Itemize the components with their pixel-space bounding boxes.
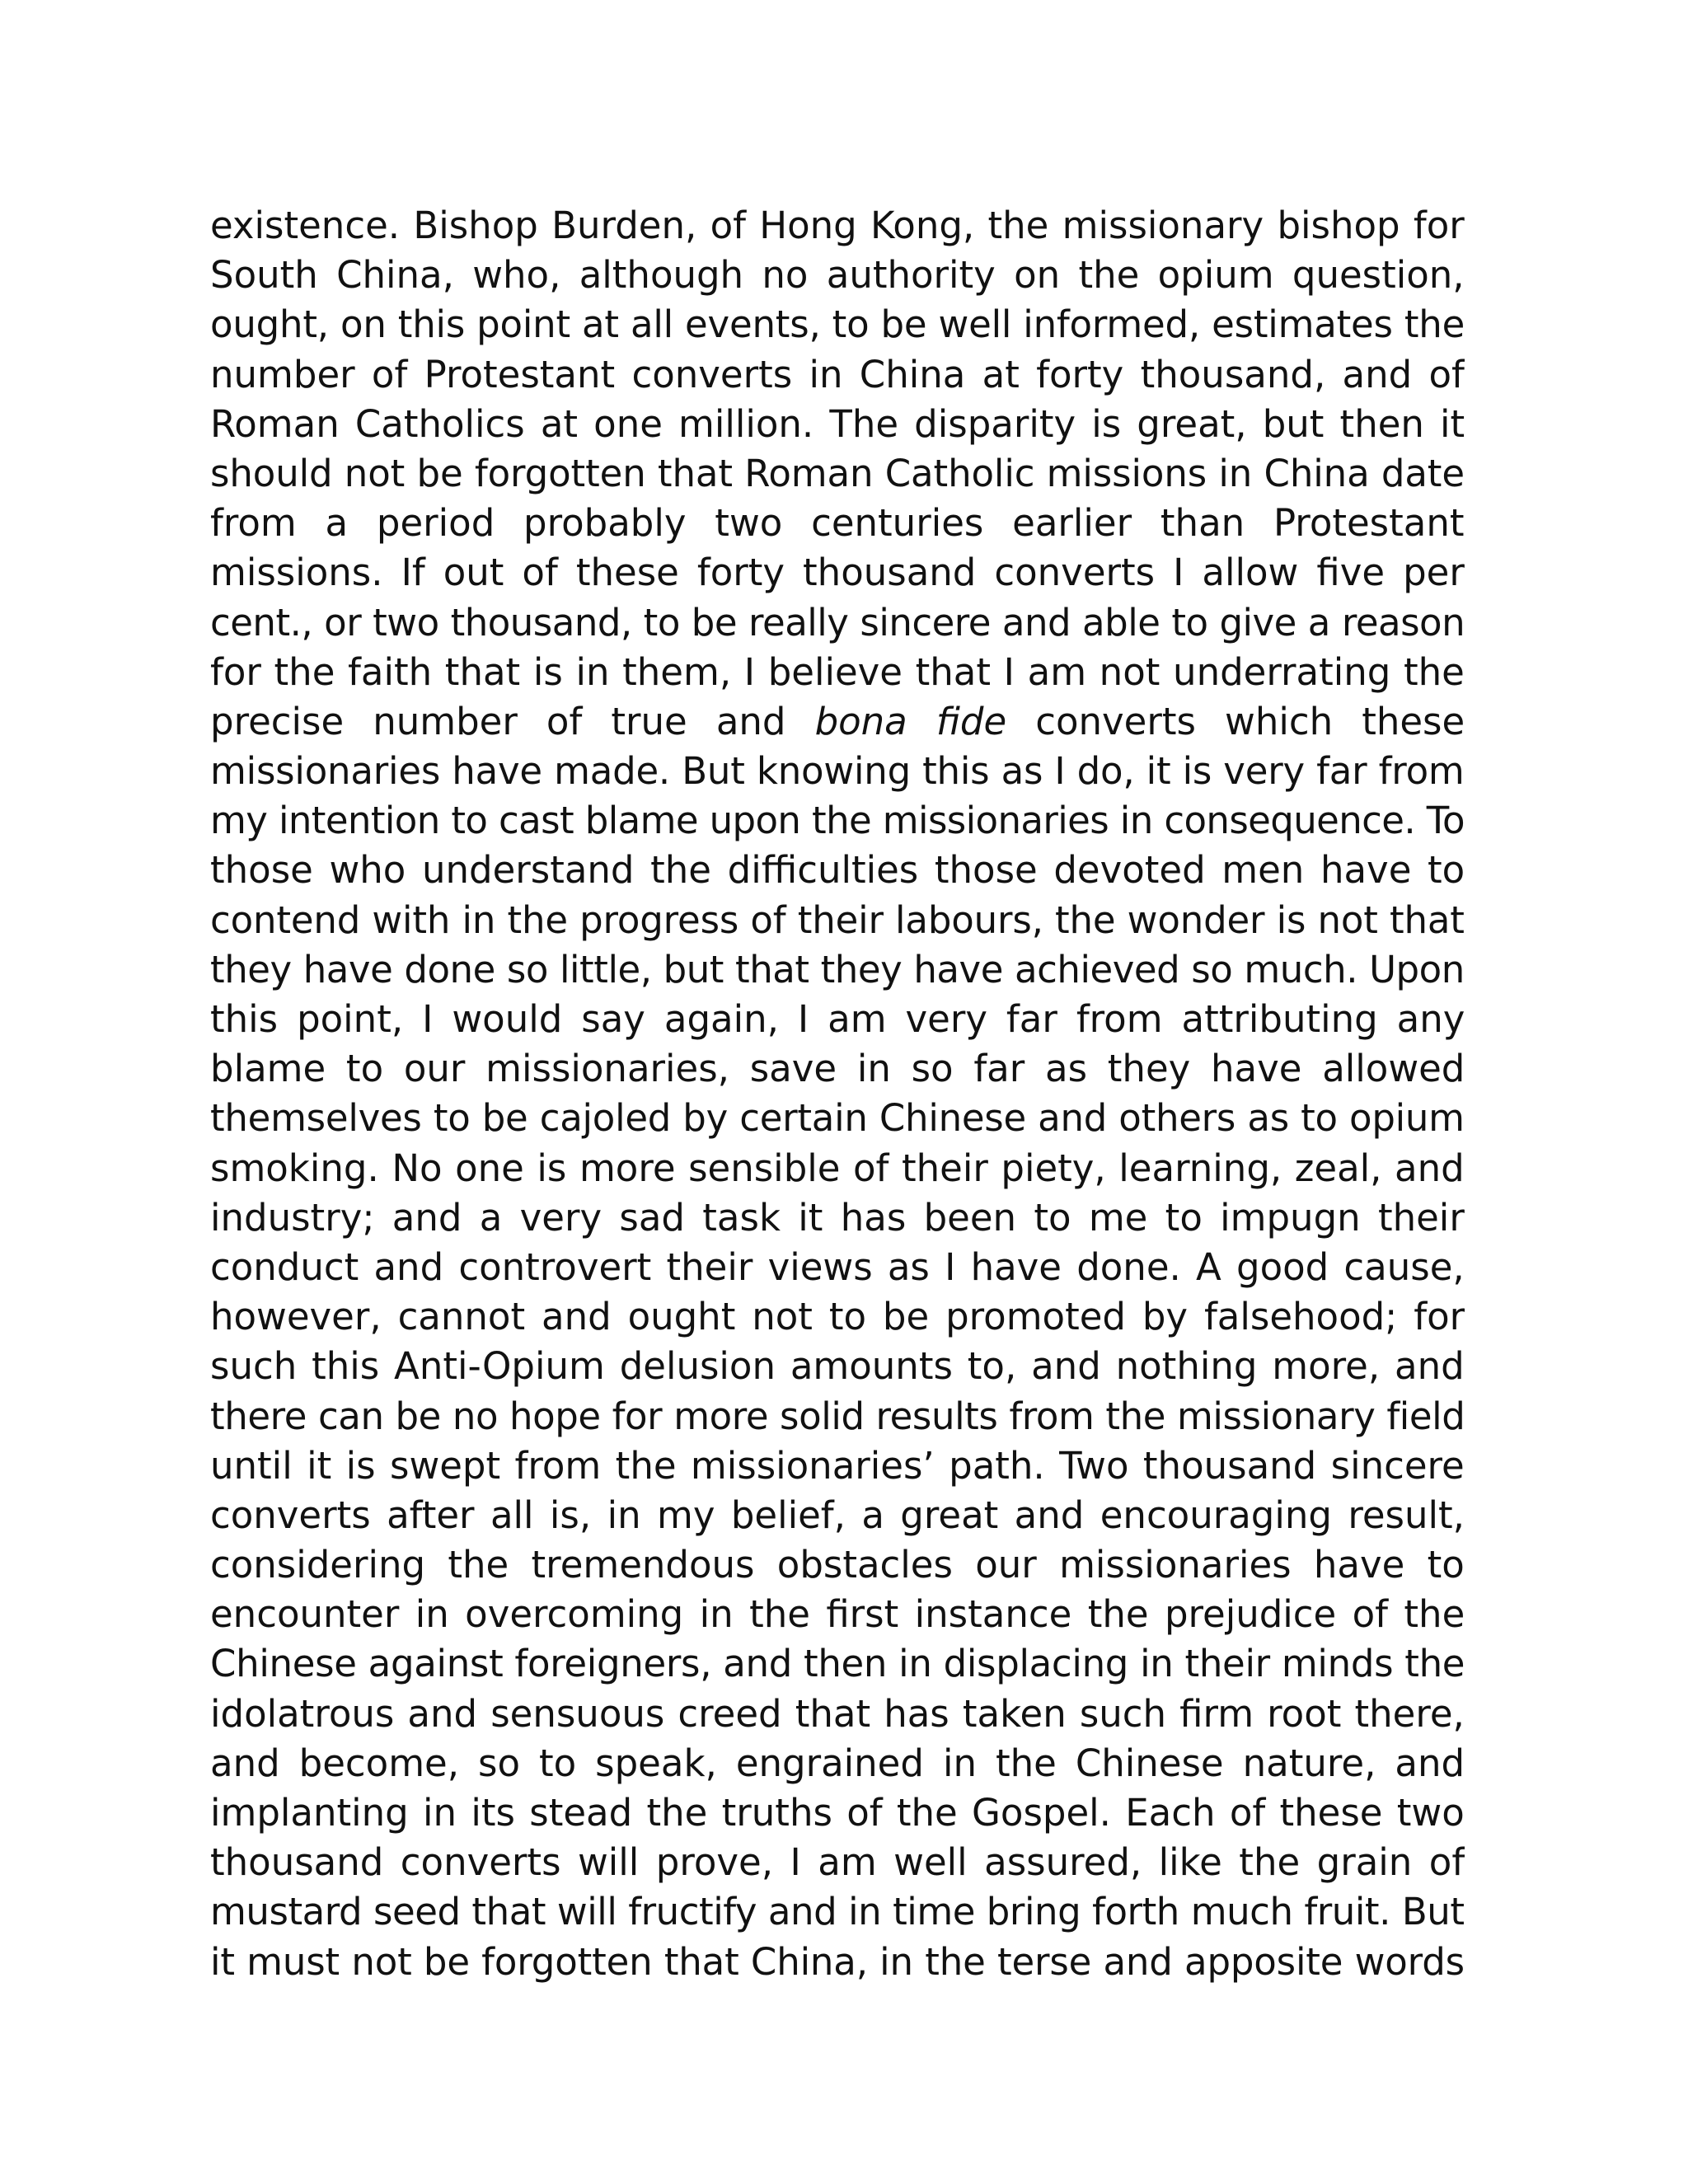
text-line: until it is swept from the missionaries’ path. Two thousand sincere	[210, 1443, 1465, 1488]
text-line: my intention to cast blame upon the missionaries in consequence. To	[210, 799, 1465, 843]
text-line: implanting in its stead the truths of the Gospel. Each of these two	[210, 1791, 1465, 1835]
text-line: industry; and a very sad task it has been to me to impugn their	[210, 1195, 1465, 1240]
italic-phrase: bona fide	[814, 699, 1007, 743]
text-line: there can be no hope for more solid results from the missionary field	[210, 1394, 1465, 1438]
text-line: such this Anti-Opium delusion amounts to, and nothing more, and	[210, 1344, 1465, 1389]
text-line: idolatrous and sensuous creed that has taken such firm root there,	[210, 1691, 1465, 1736]
text-line: existence. Bishop Burden, of Hong Kong, the missionary bishop for	[210, 204, 1465, 247]
text-line: conduct and controvert their views as I have done. A good cause,	[210, 1244, 1465, 1289]
text-line: missionaries have made. But knowing this as I do, it is very far from	[210, 749, 1465, 794]
text-line: encounter in overcoming in the first instance the prejudice of the	[210, 1592, 1465, 1637]
text-line: missions. If out of these forty thousand converts I allow five per	[210, 551, 1465, 595]
text-line: Roman Catholics at one million. The disparity is great, but then it	[210, 401, 1465, 446]
text-line: and become, so to speak, engrained in the Chinese nature, and	[210, 1741, 1465, 1785]
text-line: it must not be forgotten that China, in the terse and apposite words	[210, 1939, 1465, 1984]
text-line: should not be forgotten that Roman Catholic missions in China date	[210, 451, 1465, 495]
text-line: smoking. No one is more sensible of their piety, learning, zeal, and	[210, 1146, 1465, 1190]
text-line: considering the tremendous obstacles our missionaries have to	[210, 1543, 1465, 1587]
text-line: precise number of true and bona fide converts which these	[210, 699, 1465, 743]
text-line: number of Protestant converts in China at forty thousand, and of	[210, 352, 1465, 396]
text-line: they have done so little, but that they have achieved so much. Upon	[210, 947, 1465, 991]
text-line: for the faith that is in them, I believe that I am not underrating the	[210, 649, 1465, 694]
body-text	[210, 201, 1465, 1987]
text-line: from a period probably two centuries earlier than Protestant	[210, 501, 1465, 546]
text-line: themselves to be cajoled by certain Chinese and others as to opium	[210, 1096, 1465, 1141]
text-line: mustard seed that will fructify and in time bring forth much fruit. But	[210, 1890, 1465, 1934]
text-line: converts after all is, in my belief, a great and encouraging result,	[210, 1493, 1465, 1537]
text-line: cent., or two thousand, to be really sincere and able to give a reason	[210, 600, 1465, 644]
text-line: thousand converts will prove, I am well assured, like the grain of	[210, 1840, 1465, 1885]
text-line: blame to our missionaries, save in so far as they have allowed	[210, 1047, 1465, 1091]
text-line: however, cannot and ought not to be promoted by falsehood; for	[210, 1295, 1465, 1339]
text-line: ought, on this point at all events, to be well informed, estimates the	[210, 302, 1465, 347]
text-line: this point, I would say again, I am very far from attributing any	[210, 997, 1465, 1041]
text-line: Chinese against foreigners, and then in displacing in their minds the	[210, 1642, 1465, 1686]
text-line: contend with in the progress of their labours, the wonder is not that	[210, 898, 1465, 942]
text-line: those who understand the difficulties those devoted men have to	[210, 848, 1465, 893]
text-line: South China, who, although no authority on the opium question,	[210, 253, 1465, 298]
